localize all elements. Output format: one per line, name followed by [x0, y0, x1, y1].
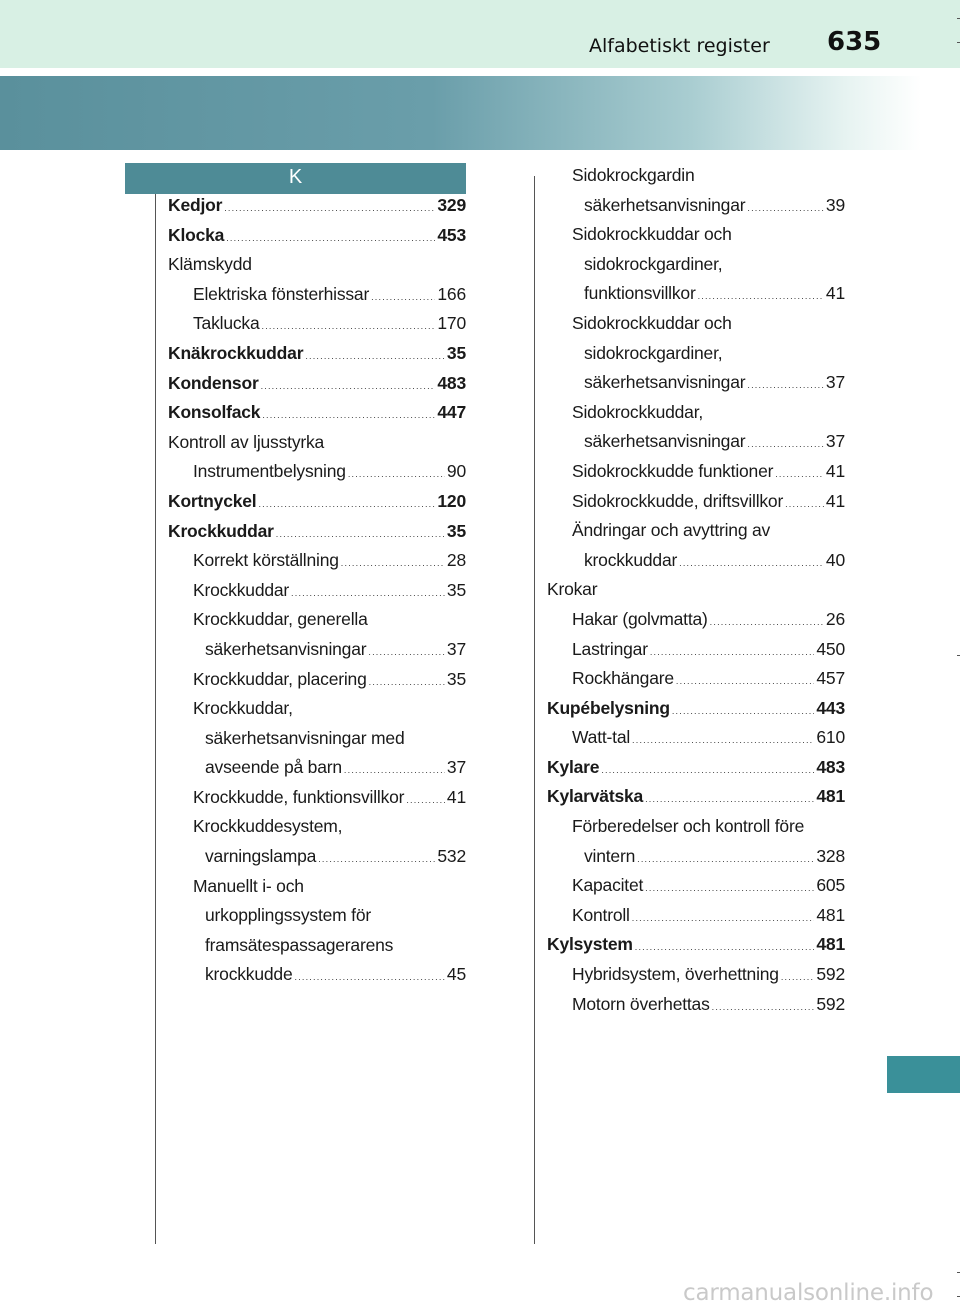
dot-leader — [781, 972, 815, 982]
index-entry — [168, 284, 466, 314]
dot-leader — [262, 410, 435, 420]
index-entry — [168, 461, 466, 491]
index-entry-term: Krockkuddar, — [193, 698, 293, 719]
index-entry — [547, 609, 845, 639]
index-entry-page: 28 — [446, 550, 466, 571]
index-entry — [547, 195, 845, 225]
index-entry-page: 35 — [446, 520, 466, 541]
index-entry-page: 37 — [446, 757, 466, 778]
dot-leader — [295, 972, 445, 982]
index-entry-page: 610 — [816, 727, 845, 748]
dot-leader — [747, 380, 824, 390]
index-entry-term: Krockkuddar, placering — [193, 668, 367, 689]
index-entry-term: säkerhetsanvisningar — [205, 638, 367, 659]
index-entry-page: 481 — [816, 904, 845, 925]
index-entry — [547, 491, 845, 521]
index-entry-page: 37 — [825, 372, 845, 393]
dot-leader — [650, 647, 815, 657]
index-entry — [168, 432, 466, 462]
index-entry-term: Hakar (golvmatta) — [572, 608, 708, 629]
index-entry-term: Sidokrockkuddar, — [572, 401, 704, 422]
index-entry — [168, 964, 466, 994]
index-entry-page: 90 — [446, 461, 466, 482]
index-entry-term: Elektriska fönsterhissar — [193, 283, 370, 304]
index-entry-term: säkerhetsanvisningar — [584, 372, 746, 393]
dot-leader — [261, 381, 436, 391]
index-entry-page: 35 — [446, 668, 466, 689]
index-entry-term: Lastringar — [572, 638, 648, 659]
index-entry — [547, 757, 845, 787]
dot-leader — [676, 676, 814, 686]
index-entry — [168, 787, 466, 817]
index-entry-term: säkerhetsanvisningar — [584, 194, 746, 215]
index-entry-term: Kedjor — [168, 195, 223, 215]
dot-leader — [712, 1002, 815, 1012]
index-entry-page: 41 — [446, 786, 466, 807]
index-entry — [547, 313, 845, 343]
index-entry — [547, 461, 845, 491]
index-entry-term: Rockhängare — [572, 668, 674, 689]
index-column-left — [168, 195, 466, 994]
dot-leader — [276, 529, 445, 539]
section-tab-marker — [887, 1056, 960, 1093]
dot-leader — [369, 677, 445, 687]
index-entry-page: 166 — [437, 283, 466, 304]
index-entry — [168, 609, 466, 639]
index-entry-term: krockkudde — [205, 964, 293, 985]
index-entry-term: Korrekt körställning — [193, 550, 339, 571]
index-entry — [547, 372, 845, 402]
index-entry — [547, 283, 845, 313]
dot-leader — [371, 292, 435, 302]
index-entry-term: krockkuddar — [584, 549, 678, 570]
index-entry-term: Watt-tal — [572, 727, 631, 748]
index-entry — [168, 669, 466, 699]
index-entry-term: urkopplingssystem för — [205, 905, 372, 926]
dot-leader — [710, 617, 824, 627]
index-entry-term: säkerhetsanvisningar — [584, 431, 746, 452]
index-entry — [547, 994, 845, 1024]
dot-leader — [645, 794, 814, 804]
index-entry-term: varningslampa — [205, 846, 317, 867]
index-entry-page: 328 — [816, 845, 845, 866]
dot-leader — [632, 913, 815, 923]
index-column-right — [547, 165, 845, 1023]
header-title: Alfabetiskt register — [589, 35, 770, 57]
index-entry-term: Krockkudde, funktionsvillkor — [193, 786, 405, 807]
index-entry-term: Konsolfack — [168, 402, 261, 423]
dot-leader — [635, 942, 815, 952]
index-entry — [168, 373, 466, 403]
index-entry-term: Klämskydd — [168, 254, 252, 275]
left-column-rule — [155, 194, 156, 1244]
dot-leader — [226, 233, 435, 243]
index-entry — [168, 313, 466, 343]
dot-leader — [645, 883, 814, 893]
index-entry-page: 41 — [825, 490, 845, 511]
index-entry — [547, 520, 845, 550]
index-entry — [168, 402, 466, 432]
index-entry-term: Kondensor — [168, 372, 259, 393]
index-entry-term: Knäkrockkuddar — [168, 342, 304, 363]
index-entry-term: Förberedelser och kontroll före — [572, 816, 805, 837]
index-entry — [168, 905, 466, 935]
index-entry-page: 443 — [816, 697, 845, 718]
index-entry — [547, 846, 845, 876]
dot-leader — [262, 321, 436, 331]
index-entry-term: Krockkuddar — [168, 520, 274, 541]
index-entry-term: Krockkuddar — [193, 579, 290, 600]
dot-leader — [601, 765, 814, 775]
index-entry-term: Kontroll — [572, 904, 630, 925]
index-entry-term: Sidokrockgardin — [572, 165, 695, 185]
index-entry — [168, 343, 466, 373]
dot-leader — [747, 203, 824, 213]
index-entry — [168, 225, 466, 255]
index-entry — [547, 727, 845, 757]
dot-leader — [291, 588, 445, 598]
index-entry-term: framsätespassagerarens — [205, 934, 394, 955]
index-entry-page: 41 — [825, 283, 845, 304]
index-entry-term: Krokar — [547, 579, 598, 600]
index-entry-term: Hybridsystem, överhettning — [572, 964, 779, 985]
dot-leader — [318, 854, 435, 864]
index-entry — [168, 254, 466, 284]
index-entry-term: säkerhetsanvisningar med — [205, 727, 405, 748]
index-entry — [168, 816, 466, 846]
index-entry-page: 481 — [816, 786, 845, 807]
index-entry — [547, 905, 845, 935]
index-entry-page: 35 — [446, 579, 466, 600]
index-entry-page: 45 — [446, 964, 466, 985]
dot-leader — [258, 499, 435, 509]
dot-leader — [698, 291, 824, 301]
index-entry-term: Krockkuddar, generella — [193, 609, 368, 630]
index-entry — [168, 195, 466, 225]
index-entry — [547, 579, 845, 609]
index-entry-term: Motorn överhettas — [572, 993, 710, 1014]
watermark: carmanualsonline.info — [683, 1280, 934, 1306]
index-entry-term: avseende på barn — [205, 757, 342, 778]
index-entry-term: sidokrockgardiner, — [584, 342, 723, 363]
index-entry-page: 37 — [825, 431, 845, 452]
index-entry-page: 37 — [446, 638, 466, 659]
index-entry — [547, 639, 845, 669]
index-entry-term: Sidokrockkuddar och — [572, 224, 732, 245]
index-entry — [547, 816, 845, 846]
decorative-band — [0, 76, 960, 150]
index-entry-term: Kortnyckel — [168, 490, 257, 511]
index-entry-page: 40 — [825, 549, 845, 570]
index-entry — [168, 639, 466, 669]
index-entry — [547, 224, 845, 254]
dot-leader — [775, 469, 824, 479]
index-entry-page: 483 — [437, 372, 466, 393]
index-entry — [547, 431, 845, 461]
index-entry — [168, 876, 466, 906]
right-column-rule — [534, 176, 535, 1244]
dot-leader — [224, 203, 435, 213]
index-entry — [547, 254, 845, 284]
index-entry — [547, 875, 845, 905]
index-entry-term: Sidokrockkudde funktioner — [572, 460, 774, 481]
index-entry-term: sidokrockgardiner, — [584, 253, 723, 274]
index-entry-term: Krockkuddesystem, — [193, 816, 343, 837]
index-entry — [547, 964, 845, 994]
index-entry-term: vintern — [584, 845, 636, 866]
dot-leader — [305, 351, 445, 361]
index-entry — [168, 521, 466, 551]
index-entry — [547, 934, 845, 964]
index-entry-page: 453 — [437, 224, 466, 245]
index-entry-page: 41 — [825, 460, 845, 481]
index-entry-page: 39 — [825, 194, 845, 215]
index-entry — [547, 165, 845, 195]
index-entry — [168, 728, 466, 758]
index-entry — [168, 491, 466, 521]
index-entry-page: 170 — [437, 313, 466, 334]
index-entry-page: 447 — [437, 402, 466, 423]
index-entry-page: 532 — [437, 846, 466, 867]
dot-leader — [406, 795, 445, 805]
index-entry — [547, 668, 845, 698]
index-entry-term: Ändringar och avyttring av — [572, 520, 771, 541]
dot-leader — [785, 499, 824, 509]
dot-leader — [637, 854, 814, 864]
index-entry — [547, 786, 845, 816]
index-entry-page: 592 — [816, 993, 845, 1014]
index-entry — [168, 846, 466, 876]
index-entry-term: Taklucka — [193, 313, 260, 334]
dot-leader — [341, 558, 445, 568]
index-entry-term: Kylarvätska — [547, 786, 644, 807]
index-entry-term: Instrumentbelysning — [193, 461, 346, 482]
index-entry — [168, 757, 466, 787]
dot-leader — [672, 706, 815, 716]
index-entry-page: 329 — [437, 195, 466, 215]
index-entry-page: 483 — [816, 756, 845, 777]
index-entry — [168, 935, 466, 965]
index-entry — [547, 402, 845, 432]
index-entry-term: Kylare — [547, 756, 600, 777]
section-letter-heading: K — [125, 163, 466, 194]
index-entry-term: Sidokrockkudde, driftsvillkor — [572, 490, 784, 511]
index-entry-page: 450 — [816, 638, 845, 659]
index-entry-page: 35 — [446, 342, 466, 363]
page-number: 635 — [827, 27, 882, 57]
dot-leader — [747, 439, 824, 449]
index-entry-page: 457 — [816, 668, 845, 689]
index-entry-page: 26 — [825, 608, 845, 629]
page-header — [0, 0, 960, 68]
dot-leader — [348, 469, 445, 479]
index-entry — [168, 580, 466, 610]
dot-leader — [368, 647, 445, 657]
index-entry-page: 481 — [816, 934, 845, 955]
index-entry-page: 605 — [816, 875, 845, 896]
index-entry-term: Kontroll av ljusstyrka — [168, 431, 325, 452]
index-entry — [547, 698, 845, 728]
index-entry-page: 120 — [437, 490, 466, 511]
index-entry-term: funktionsvillkor — [584, 283, 696, 304]
index-entry-page: 592 — [816, 964, 845, 985]
dot-leader — [632, 735, 814, 745]
index-entry — [547, 550, 845, 580]
index-entry — [168, 550, 466, 580]
index-entry — [168, 698, 466, 728]
dot-leader — [344, 765, 445, 775]
index-entry-term: Kupébelysning — [547, 697, 670, 718]
index-entry-term: Manuellt i- och — [193, 875, 304, 896]
dot-leader — [679, 558, 824, 568]
index-entry-term: Kapacitet — [572, 875, 644, 896]
index-entry-term: Kylsystem — [547, 934, 633, 955]
index-entry-term: Sidokrockkuddar och — [572, 312, 732, 333]
index-entry — [547, 343, 845, 373]
index-entry-term: Klocka — [168, 224, 225, 245]
